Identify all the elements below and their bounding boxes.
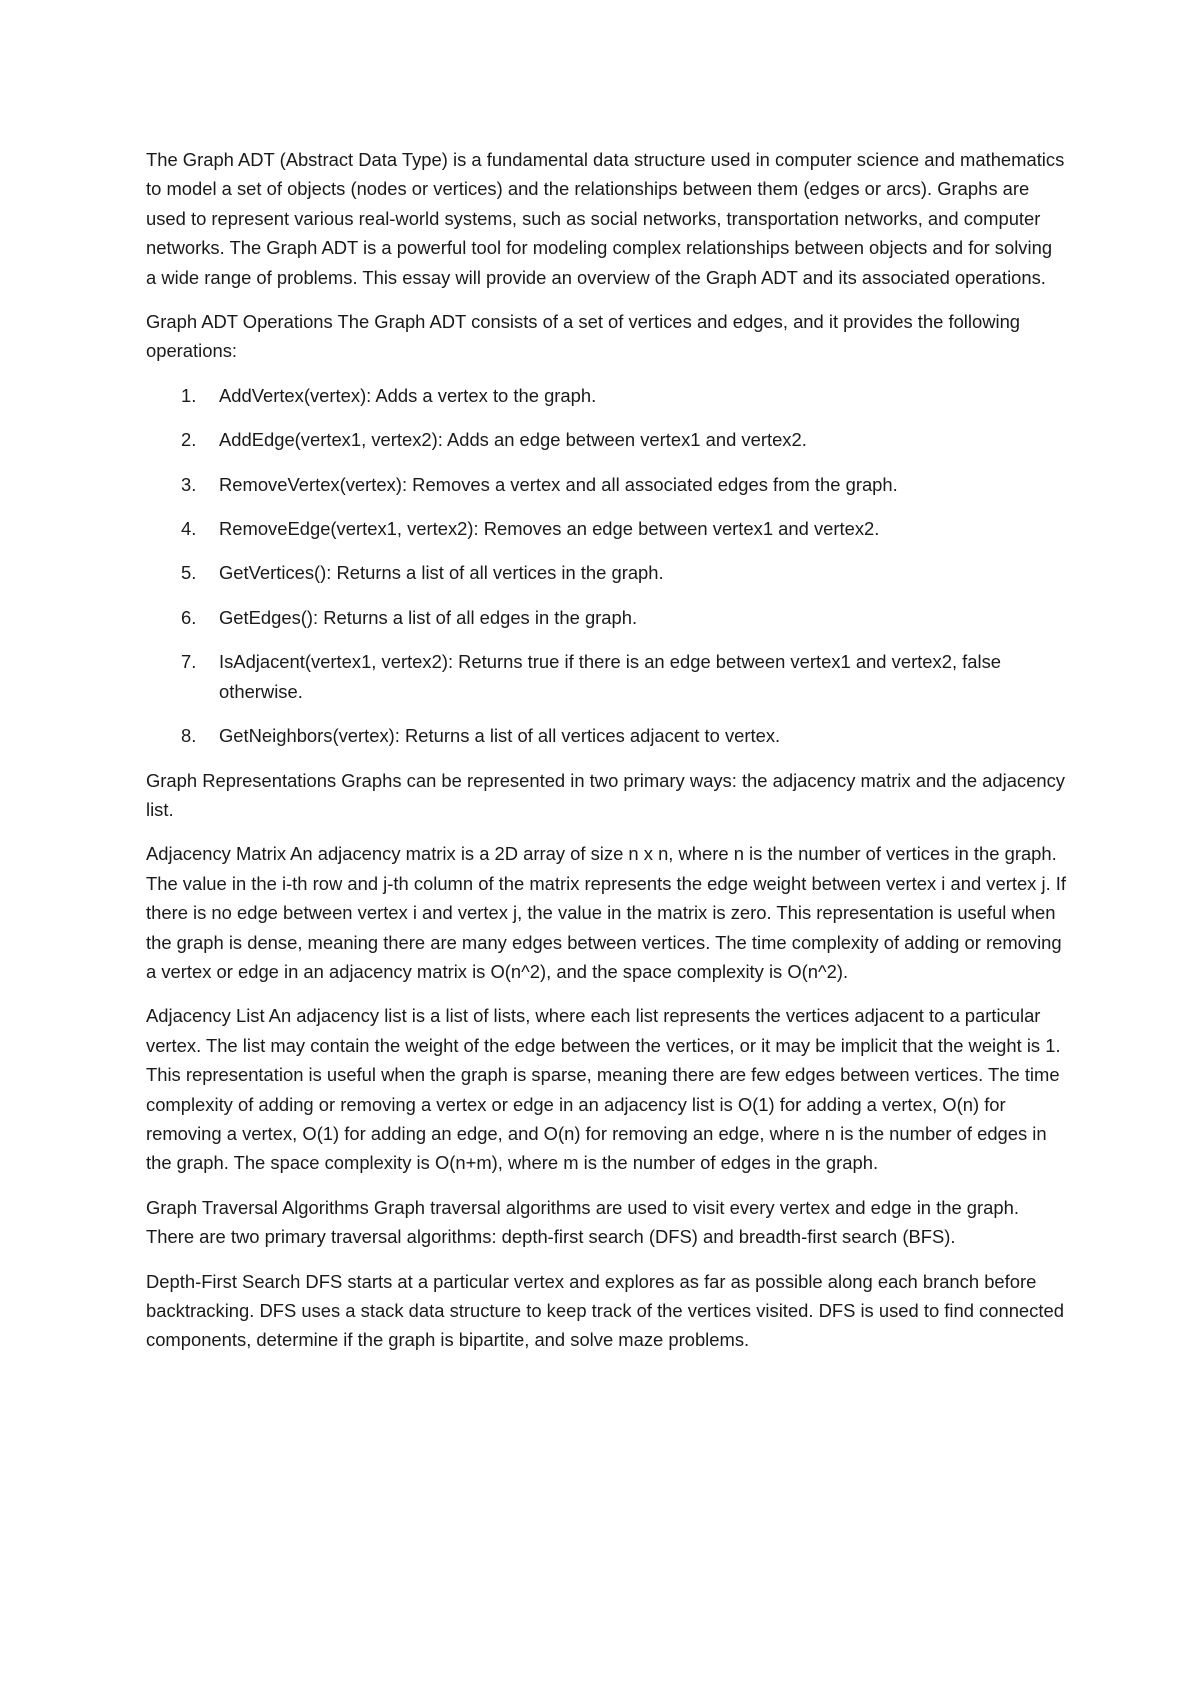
list-item-number: 5. — [181, 562, 197, 584]
list-item-text: IsAdjacent(vertex1, vertex2): Returns true if there is an edge between vertex1 and vertex2, false otherwise. — [219, 651, 1002, 702]
representations-paragraph: Graph Representations Graphs can be represented in two primary ways: the adjacency matrix and the adjacency list. — [146, 769, 1065, 820]
list-item-number: 2. — [181, 429, 197, 451]
list-item-number: 6. — [181, 606, 197, 628]
list-item — [146, 603, 1066, 632]
list-item-text: RemoveVertex(vertex): Removes a vertex and all associated edges from the graph. — [219, 473, 898, 495]
list-item-number: 3. — [181, 473, 197, 495]
adjacency-list-paragraph: Adjacency List An adjacency list is a list of lists, where each list represents the vertices adjacent to a particular vertex. The list may contain the weight of the edge between the vertices, or it may be implicit that the weight is 1. This representation is useful when the graph is sparse, meaning there are few edges between vertices. The time complexity of adding or removing a vertex or edge in an adjacency list is O(1) for adding a vertex, O(n) for removing a vertex, O(1) for adding an edge, and O(n) for removing an edge, where n is the number of edges in the graph. The space complexity is O(n+m), where m is the number of edges in the graph. — [146, 1005, 1061, 1174]
list-item-text: GetNeighbors(vertex): Returns a list of all vertices adjacent to vertex. — [219, 725, 781, 747]
operations-intro-paragraph: Graph ADT Operations The Graph ADT consists of a set of vertices and edges, and it provides the following operations: — [146, 311, 1021, 362]
intro-paragraph: The Graph ADT (Abstract Data Type) is a fundamental data structure used in computer science and mathematics to model a set of objects (nodes or vertices) and the relationships between them (edges or arcs). Graphs are used to represent various real-world systems, such as social networks, transportation networks, and computer networks. The Graph ADT is a powerful tool for modeling complex relationships between objects and for solving a wide range of problems. This essay will provide an overview of the Graph ADT and its associated operations. — [146, 149, 1065, 288]
list-item-text: RemoveEdge(vertex1, vertex2): Removes an edge between vertex1 and vertex2. — [219, 518, 880, 540]
list-item-text: AddVertex(vertex): Adds a vertex to the graph. — [219, 384, 597, 406]
list-item-number: 7. — [181, 651, 197, 673]
list-item-text: GetEdges(): Returns a list of all edges in the graph. — [219, 606, 638, 628]
list-item-text: AddEdge(vertex1, vertex2): Adds an edge between vertex1 and vertex2. — [219, 429, 807, 451]
document-body — [146, 145, 1066, 1370]
traversal-paragraph: Graph Traversal Algorithms Graph traversal algorithms are used to visit every vertex and edge in the graph. There are two primary traversal algorithms: depth-first search (DFS) and breadth-first search (BFS). — [146, 1196, 1019, 1248]
operations-list — [146, 381, 1066, 751]
list-item — [146, 425, 1066, 454]
list-item-text: GetVertices(): Returns a list of all vertices in the graph. — [219, 562, 664, 584]
list-item-number: 4. — [181, 518, 197, 540]
list-item — [146, 381, 1066, 410]
list-item-number: 1. — [181, 384, 197, 406]
dfs-paragraph: Depth-First Search DFS starts at a particular vertex and explores as far as possible along each branch before backtracking. DFS uses a stack data structure to keep track of the vertices visited. DFS is used to find connected components, determine if the graph is bipartite, and solve maze problems. — [146, 1270, 1064, 1351]
list-item — [146, 721, 1066, 750]
list-item — [146, 514, 1066, 543]
list-item-number: 8. — [181, 725, 197, 747]
list-item — [146, 470, 1066, 499]
list-item — [146, 558, 1066, 587]
adjacency-matrix-paragraph: Adjacency Matrix An adjacency matrix is a 2D array of size n x n, where n is the number of vertices in the graph. The value in the i-th row and j-th column of the matrix represents the edge weight between vertex i and vertex j. If there is no edge between vertex i and vertex j, the value in the matrix is zero. This representation is useful when the graph is dense, meaning there are many edges between vertices. The time complexity of adding or removing a vertex or edge in an adjacency matrix is O(n^2), and the space complexity is O(n^2). — [146, 843, 1067, 982]
list-item — [146, 647, 1066, 706]
